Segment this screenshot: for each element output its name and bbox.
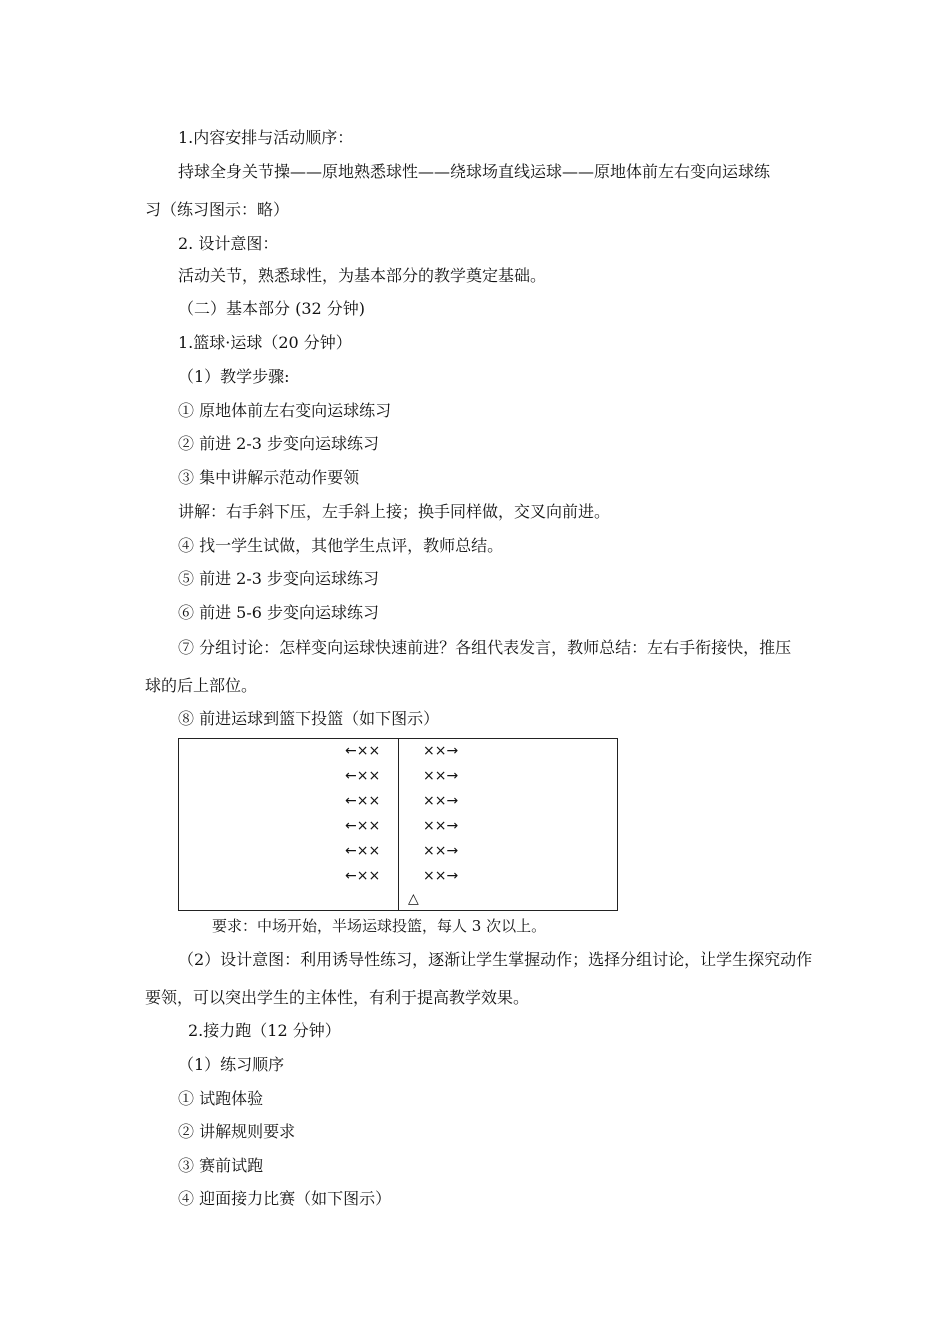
design-intent-2: （2）设计意图：利用诱导性练习，逐渐让学生掌握动作；选择分组讨论，让学生探究动作 xyxy=(178,950,813,969)
left-formation-row: ←×× xyxy=(345,793,381,809)
activity-sequence-cont: 习（练习图示：略） xyxy=(145,200,290,219)
left-formation-row: ←×× xyxy=(345,868,381,884)
practice-order-heading: （1）练习顺序 xyxy=(178,1055,285,1074)
explanation-text: 讲解：右手斜下压，左手斜上接；换手同样做，交叉向前进。 xyxy=(178,502,611,521)
right-formation-row: ××→ xyxy=(423,868,459,884)
left-formation-row: ←×× xyxy=(345,743,381,759)
right-formation-row: ××→ xyxy=(423,743,459,759)
list-item: ⑥ 前进 5-6 步变向运球练习 xyxy=(178,603,380,622)
list-item-cont: 球的后上部位。 xyxy=(145,676,258,695)
right-formation-row: ××→ xyxy=(423,793,459,809)
list-item: ⑧ 前进运球到篮下投篮（如下图示） xyxy=(178,709,440,728)
list-item: ⑦ 分组讨论：怎样变向运球快速前进？各组代表发言，教师总结：左右手衔接快，推压 xyxy=(178,638,792,657)
part-heading: （二）基本部分 (32 分钟) xyxy=(178,299,366,318)
design-intent-heading: 2. 设计意图： xyxy=(178,234,279,253)
right-formation-row: ××→ xyxy=(423,818,459,834)
list-item: ② 讲解规则要求 xyxy=(178,1122,296,1141)
design-intent-text: 活动关节，熟悉球性，为基本部分的教学奠定基础。 xyxy=(178,266,547,285)
section-heading: 1.内容安排与活动顺序： xyxy=(178,128,354,147)
left-formation-row: ←×× xyxy=(345,843,381,859)
relay-heading: 2.接力跑（12 分钟） xyxy=(188,1021,341,1040)
basketball-heading: 1.篮球·运球（20 分钟） xyxy=(178,333,352,352)
dribble-drill-diagram xyxy=(178,738,618,911)
list-item: ④ 迎面接力比赛（如下图示） xyxy=(178,1189,392,1208)
left-formation-row: ←×× xyxy=(345,768,381,784)
list-item: ④ 找一学生试做，其他学生点评，教师总结。 xyxy=(178,536,504,555)
list-item: ③ 赛前试跑 xyxy=(178,1156,264,1175)
list-item: ② 前进 2-3 步变向运球练习 xyxy=(178,434,380,453)
teacher-marker-icon: △ xyxy=(408,891,419,907)
drill-requirement: 要求：中场开始，半场运球投篮，每人 3 次以上。 xyxy=(212,917,547,935)
design-intent-2-cont: 要领，可以突出学生的主体性，有利于提高教学效果。 xyxy=(145,988,530,1007)
list-item: ⑤ 前进 2-3 步变向运球练习 xyxy=(178,569,380,588)
right-formation-row: ××→ xyxy=(423,843,459,859)
list-item: ① 试跑体验 xyxy=(178,1089,264,1108)
right-formation-row: ××→ xyxy=(423,768,459,784)
left-formation-row: ←×× xyxy=(345,818,381,834)
list-item: ① 原地体前左右变向运球练习 xyxy=(178,401,392,420)
activity-sequence: 持球全身关节操——原地熟悉球性——绕球场直线运球——原地体前左右变向运球练 xyxy=(178,162,771,181)
teaching-steps-heading: （1）教学步骤: xyxy=(178,367,290,386)
center-divider xyxy=(398,739,399,910)
list-item: ③ 集中讲解示范动作要领 xyxy=(178,468,360,487)
